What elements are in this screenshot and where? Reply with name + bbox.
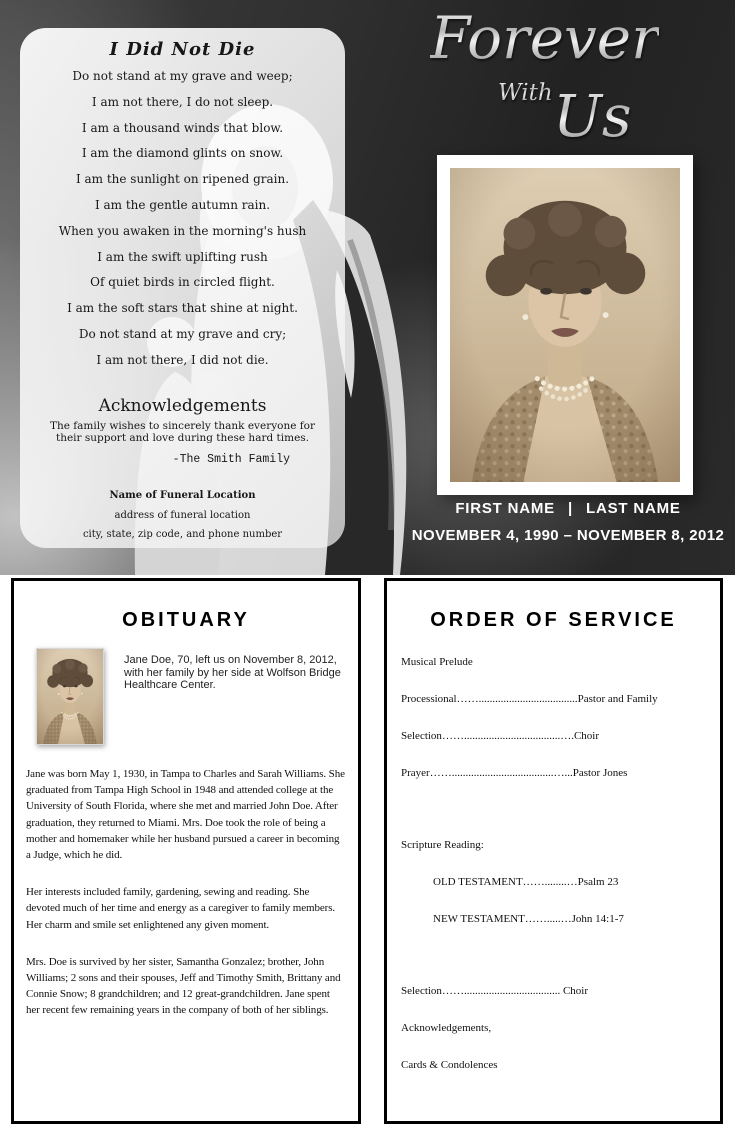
poem-panel: [20, 28, 345, 548]
poem-line: I am the swift uplifting rush: [97, 249, 268, 264]
service-item: Cards & Condolences: [401, 1059, 498, 1071]
poem-line: I am the gentle autumn rain.: [94, 197, 271, 212]
poem-line: Do not stand at my grave and cry;: [78, 326, 287, 341]
poem-line: I am the soft stars that shine at night.: [67, 301, 298, 316]
obituary-title: OBITUARY: [122, 609, 250, 631]
poem-line: Do not stand at my grave and weep;: [72, 69, 293, 83]
deceased-name: [420, 500, 716, 517]
funeral-location-address: address of funeral location: [114, 509, 251, 521]
funeral-location-name: Name of Funeral Location: [109, 489, 256, 501]
service-item: Musical Prelude: [401, 656, 473, 668]
acknowledgements-message: The family wishes to sincerely thank everyone for their support and love during these hard times.: [49, 419, 316, 445]
portrait-photo-frame: [437, 155, 693, 495]
cover-title-us: Us: [553, 82, 632, 150]
program-inner-pages: [0, 575, 735, 1135]
obituary-paragraph: Mrs. Doe is survived by her sister, Samantha Gonzalez; brother, John Williams; 2 sons and their spouses, Jeff and Timothy Smith, Brittany and Connie Snow; 8 grandchildren; and 12 great-grandchildren. Jane spent her recent few remaining years in the company of both of her siblings.: [26, 955, 341, 1017]
funeral-location-city: city, state, zip code, and phone number: [82, 528, 283, 540]
poem-title: I Did Not Die: [109, 39, 256, 60]
service-item: Processional……....................................Pastor and Family: [401, 693, 658, 705]
poem-line: I am a thousand winds that blow.: [81, 120, 284, 135]
portrait-photo: [450, 168, 680, 482]
service-item: Scripture Reading:: [401, 839, 484, 851]
order-of-service-panel: [384, 578, 723, 1124]
service-item: Selection……...................................….Choir: [401, 730, 599, 742]
obituary-panel: [11, 578, 361, 1124]
obituary-thumbnail-photo: [36, 648, 104, 745]
first-name: FIRST NAME: [455, 500, 555, 517]
poem-line: I am not there, I do not sleep.: [91, 94, 274, 109]
poem: [35, 64, 330, 374]
cover-title-forever: Forever: [430, 4, 659, 72]
poem-line: Of quiet birds in circled flight.: [90, 275, 275, 290]
service-item: Selection……................................... Choir: [401, 985, 588, 997]
order-of-service-title: ORDER OF SERVICE: [430, 609, 677, 631]
order-of-service-list: [401, 655, 706, 1072]
poem-line: I am the diamond glints on snow.: [81, 146, 284, 161]
acknowledgements-title: Acknowledgements: [98, 395, 267, 416]
obituary-intro: Jane Doe, 70, left us on November 8, 2012, with her family by her side at Wolfson Bridge Healthcare Center.: [124, 654, 341, 692]
name-separator: |: [567, 500, 573, 517]
service-item: OLD TESTAMENT……........…Psalm 23: [433, 876, 619, 888]
service-item: NEW TESTAMENT…….....…John 14:1-7: [433, 913, 624, 925]
obituary-intro-row: [26, 648, 346, 745]
family-signature: -The Smith Family: [172, 452, 290, 466]
service-item: Prayer…….....................................…...Pastor Jones: [401, 767, 628, 779]
obituary-paragraph: Her interests included family, gardening, sewing and reading. She devoted much of her time and energy as a caregiver to family members. Her charm and smile set enlightened any given moment.: [26, 886, 336, 931]
poem-line: I am the sunlight on ripened grain.: [75, 172, 290, 187]
portrait-photo: [37, 649, 103, 744]
service-item: Acknowledgements,: [401, 1022, 492, 1034]
last-name: LAST NAME: [585, 500, 681, 517]
poem-line: When you awaken in the morning's hush: [58, 223, 307, 238]
cover-title-with: With: [498, 80, 553, 106]
life-dates: NOVEMBER 4, 1990 – NOVEMBER 8, 2012: [411, 527, 725, 544]
obituary-paragraph: Jane was born May 1, 1930, in Tampa to Charles and Sarah Williams. She graduated from Tampa High School in 1948 and attended college at the University of South Florida, where she met and married John Doe. After graduation, they returned to Miami. Mrs. Doe took the role of being a mother and homemaker while her husband pursued a career in becoming a Judge, which he did.: [26, 768, 345, 862]
poem-line: I am not there, I did not die.: [96, 352, 269, 367]
